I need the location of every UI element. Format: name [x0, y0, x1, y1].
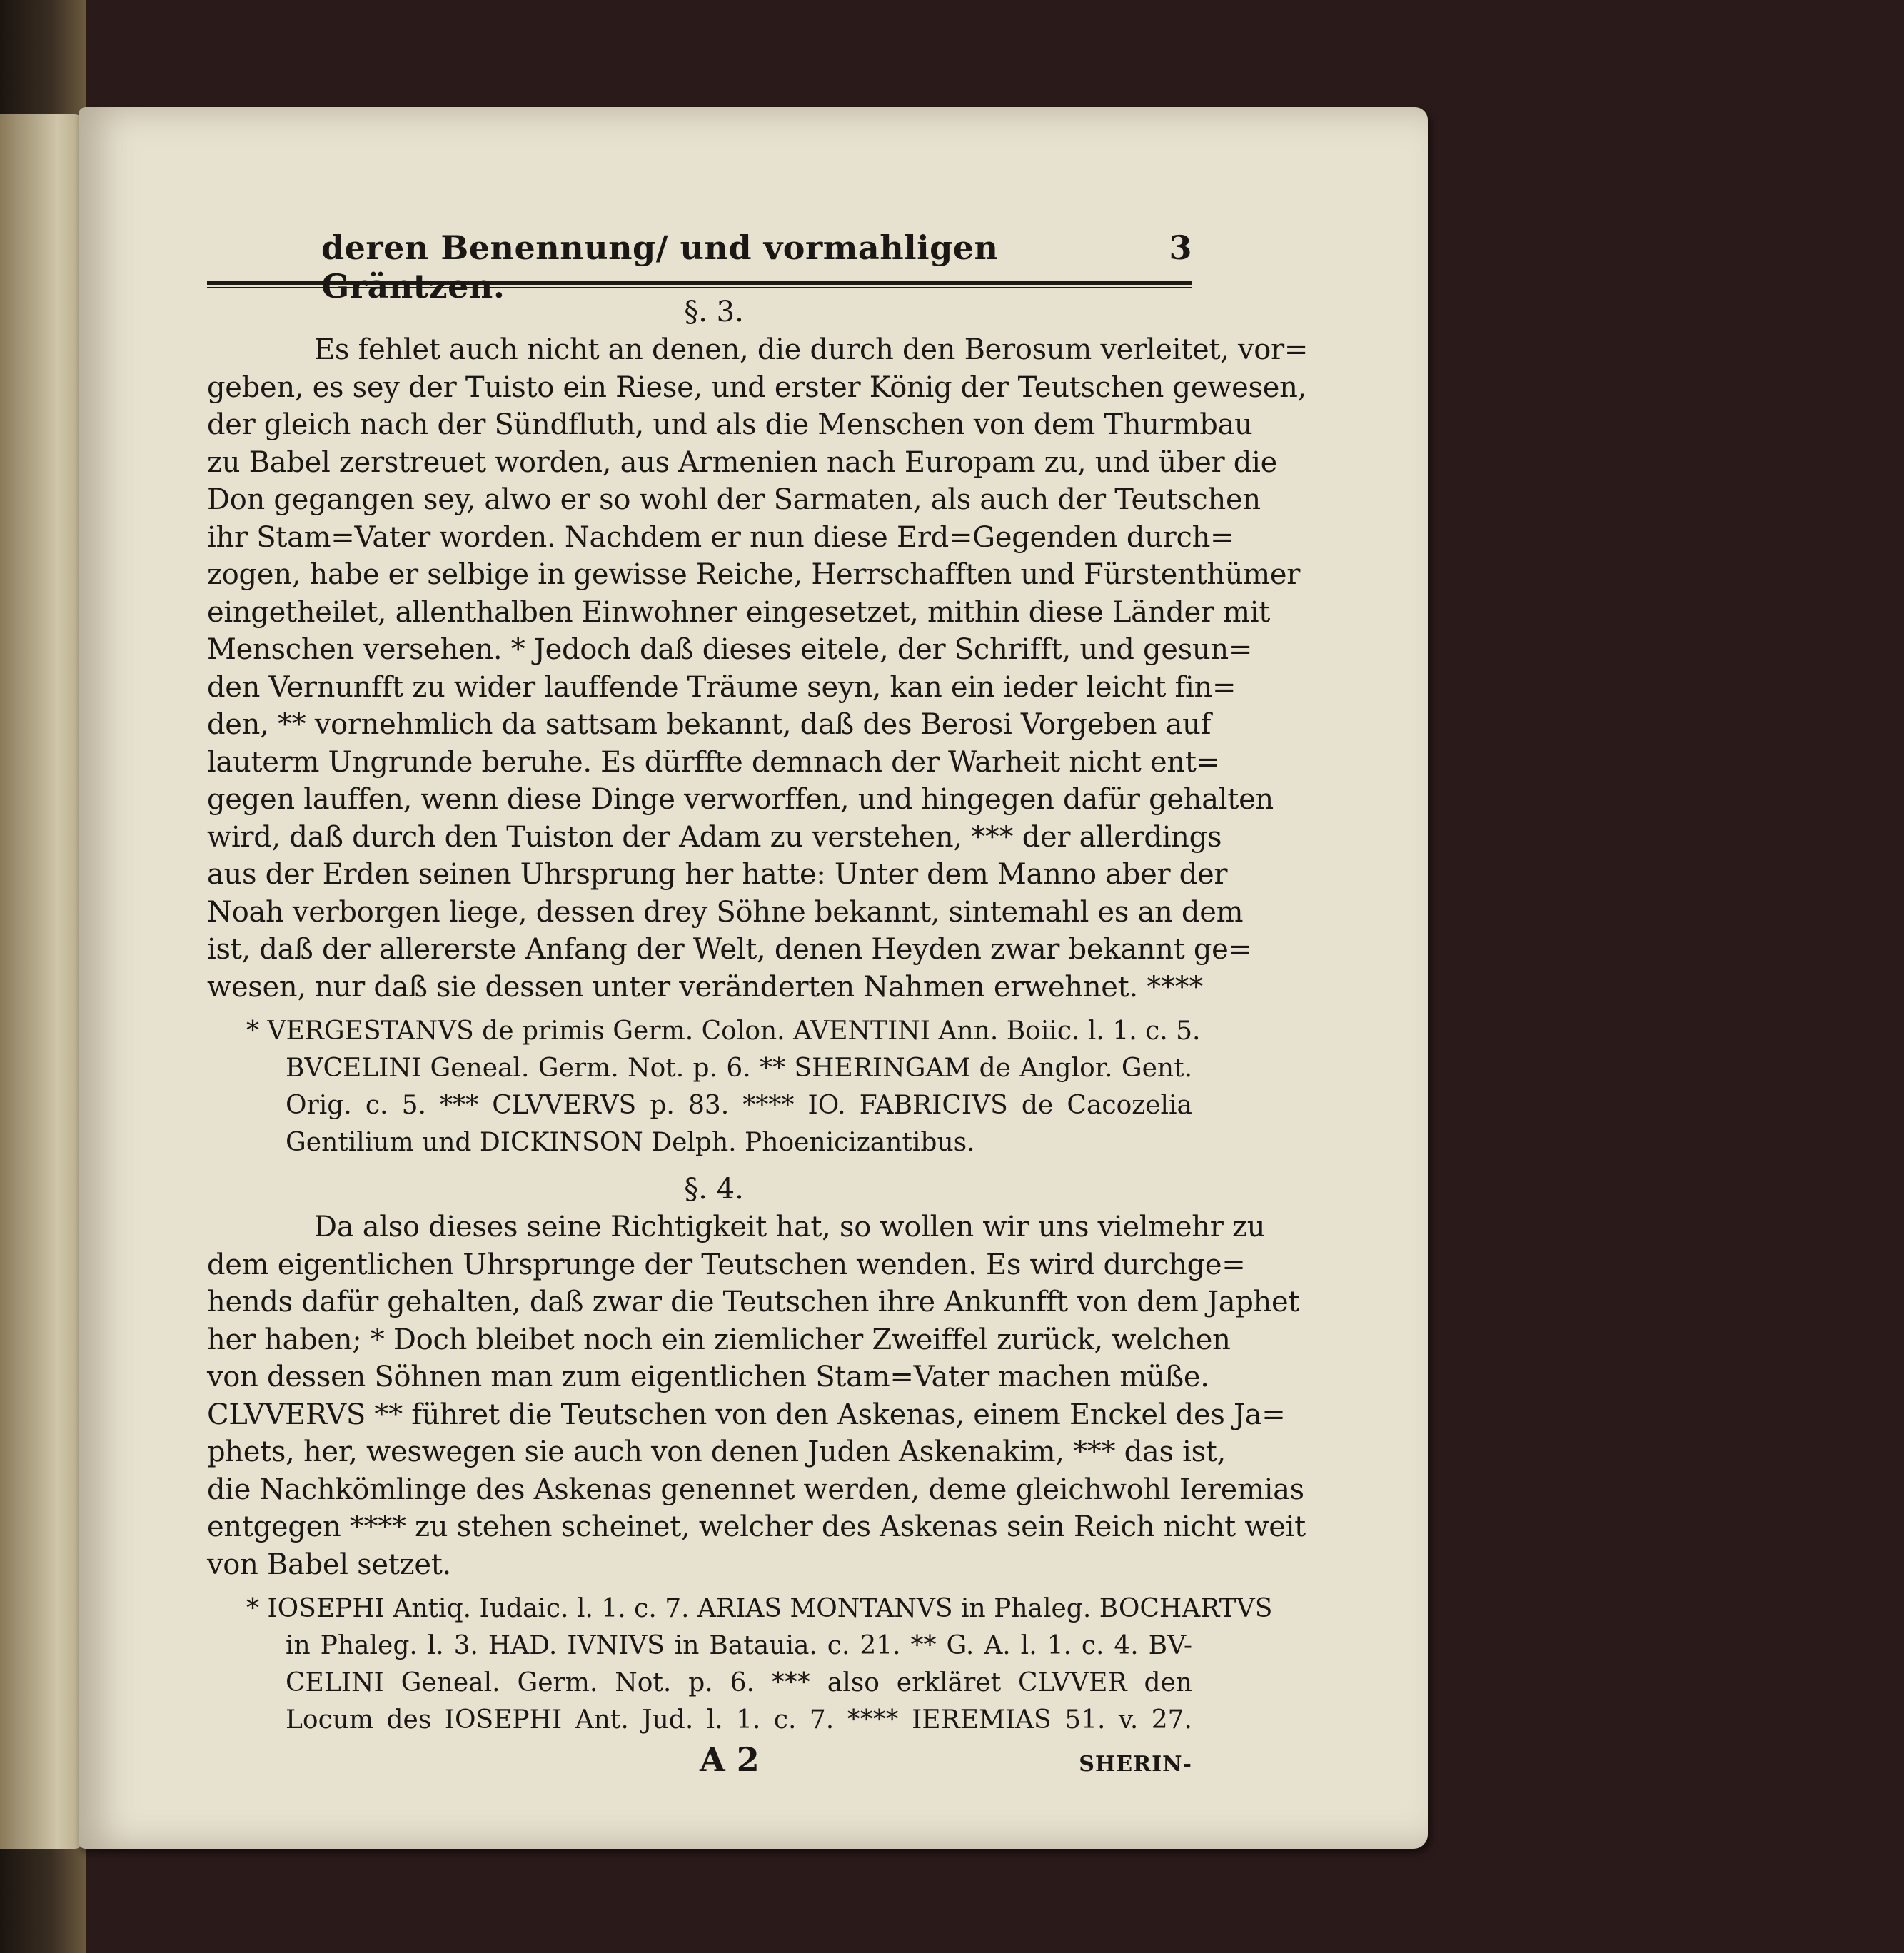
footnote-line: in Phaleg. l. 3. HAD. IVNIVS in Batauia. c. 21. ** G. A. l. 1. c. 4. BV- [286, 1631, 1192, 1660]
text-line: zogen, habe er selbige in gewisse Reiche, Herrschafften und Fürstenthümer [207, 558, 1301, 591]
text-line: den Vernunfft zu wider lauffende Träume seyn, kan ein ieder leicht fin= [207, 670, 1236, 704]
section-3-text [207, 331, 1309, 1006]
text-line: phets, her, weswegen sie auch von denen Juden Askenakim, *** das ist, [207, 1435, 1226, 1468]
section-4-text [207, 1208, 1306, 1583]
text-line: die Nachkömlinge des Askenas genennet werden, deme gleichwohl Ieremias [207, 1473, 1304, 1506]
catchword: SHERIN- [1079, 1752, 1192, 1777]
text-line: ist, daß der allererste Anfang der Welt, denen Heyden zwar bekannt ge= [207, 933, 1252, 966]
text-line: den, ** vornehmlich da sattsam bekannt, daß des Berosi Vorgeben auf [207, 708, 1212, 741]
footnote-line: BVCELINI Geneal. Germ. Not. p. 6. ** SHERINGAM de Anglor. Gent. [286, 1054, 1192, 1083]
text-line: Don gegangen sey, alwo er so wohl der Sarmaten, als auch der Teutschen [207, 483, 1261, 516]
text-line: Da also dieses seine Richtigkeit hat, so wollen wir uns vielmehr zu [314, 1211, 1266, 1243]
text-line: zu Babel zerstreuet worden, aus Armenien nach Europam zu, und über die [207, 445, 1277, 479]
section-4-marker: §. 4. [684, 1173, 744, 1206]
text-line: aus der Erden seinen Uhrsprung her hatte: Unter dem Manno aber der [207, 858, 1228, 891]
text-line: von dessen Söhnen man zum eigentlichen Stam=Vater machen müße. [207, 1361, 1209, 1393]
text-line: von Babel setzet. [207, 1548, 451, 1581]
section-4-footnotes [207, 1590, 1273, 1739]
text-line: CLVVERVS ** führet die Teutschen von den Askenas, einem Enckel des Ja= [207, 1398, 1286, 1431]
section-3-marker: §. 3. [684, 296, 744, 328]
text-line: der gleich nach der Sündfluth, und als die Menschen von dem Thurmbau [207, 408, 1253, 441]
page-footer [207, 1740, 1192, 1777]
text-line: Es fehlet auch nicht an denen, die durch den Berosum verleitet, vor= [314, 333, 1309, 366]
footnote-line: CELINI Geneal. Germ. Not. p. 6. *** also erkläret CLVVER den [286, 1668, 1192, 1697]
text-line: gegen lauffen, wenn diese Dinge verworffen, und hingegen dafür gehalten [207, 783, 1274, 816]
text-line: hends dafür gehalten, daß zwar die Teutschen ihre Ankunfft von dem Japhet [207, 1286, 1300, 1318]
text-line: Menschen versehen. * Jedoch daß dieses eitele, der Schrifft, und gesun= [207, 633, 1253, 666]
footnote-line: Orig. c. 5. *** CLVVERVS p. 83. **** IO. FABRICIVS de Cacozelia [286, 1091, 1192, 1120]
footnote-line: Gentilium und DICKINSON Delph. Phoenicizantibus. [286, 1128, 975, 1157]
text-line: ihr Stam=Vater worden. Nachdem er nun diese Erd=Gegenden durch= [207, 520, 1234, 554]
signature-mark: A 2 [700, 1740, 760, 1779]
text-line: lauterm Ungrunde beruhe. Es dürffte demnach der Warheit nicht ent= [207, 745, 1220, 779]
section-3-footnotes [207, 1013, 1201, 1161]
previous-page-edge [0, 114, 82, 1849]
text-line: entgegen **** zu stehen scheinet, welcher des Askenas sein Reich nicht weit [207, 1510, 1306, 1543]
footnote-line: * VERGESTANVS de primis Germ. Colon. AVENTINI Ann. Boiic. l. 1. c. 5. [246, 1016, 1201, 1046]
text-line: eingetheilet, allenthalben Einwohner eingesetzet, mithin diese Länder mit [207, 595, 1270, 629]
text-line: wird, daß durch den Tuiston der Adam zu verstehen, *** der allerdings [207, 820, 1222, 854]
text-line: wesen, nur daß sie dessen unter veränderten Nahmen erwehnet. **** [207, 970, 1204, 1004]
text-line: geben, es sey der Tuisto ein Riese, und erster König der Teutschen gewesen, [207, 370, 1306, 404]
running-head [207, 228, 1192, 306]
text-line: her haben; * Doch bleibet noch ein ziemlicher Zweiffel zurück, welchen [207, 1323, 1231, 1356]
running-title: deren Benennung/ und vormahligen Gräntzen. [321, 228, 999, 306]
page-content [207, 228, 1309, 1779]
text-line: Noah verborgen liege, dessen drey Söhne bekannt, sintemahl es an dem [207, 895, 1244, 929]
text-line: dem eigentlichen Uhrsprunge der Teutschen wenden. Es wird durchge= [207, 1248, 1246, 1281]
footnote-line: * IOSEPHI Antiq. Iudaic. l. 1. c. 7. ARIAS MONTANVS in Phaleg. BOCHARTVS [246, 1594, 1273, 1623]
page-number: 3 [1169, 228, 1192, 267]
footnote-line: Locum des IOSEPHI Ant. Jud. l. 1. c. 7. **** IEREMIAS 51. v. 27. [286, 1705, 1192, 1735]
